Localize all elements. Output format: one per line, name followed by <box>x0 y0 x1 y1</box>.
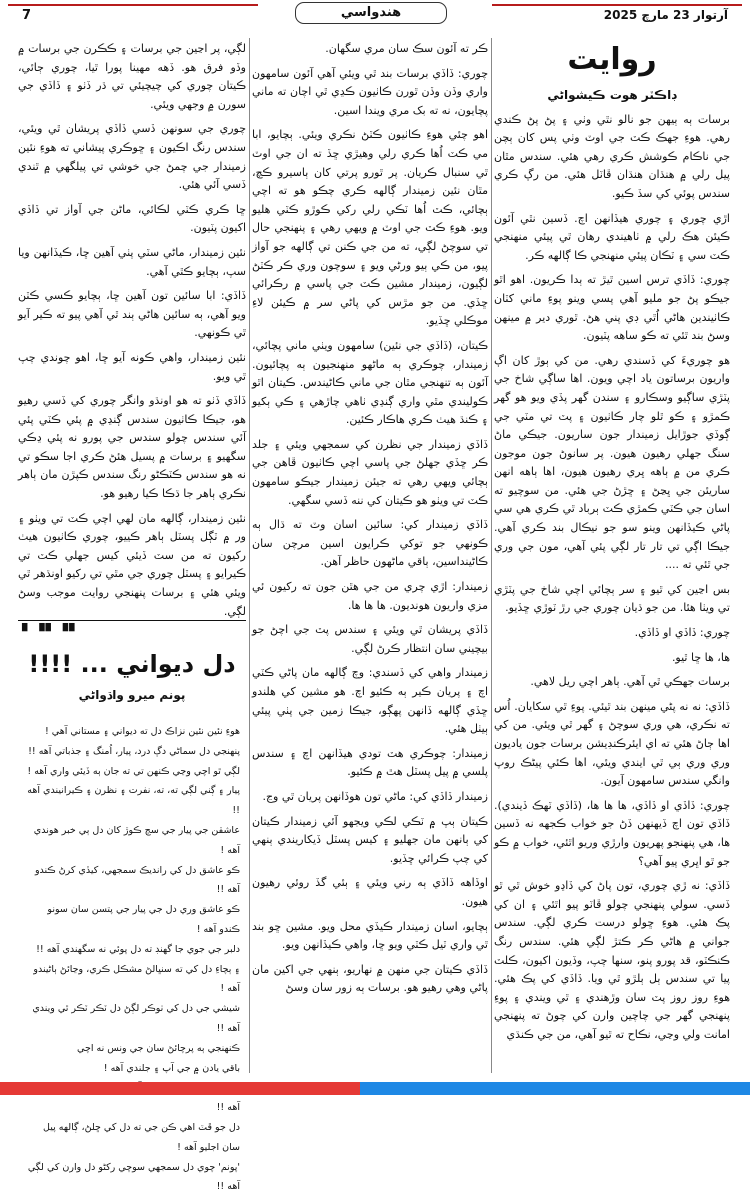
story-paragraph: ڏاڏي: ابا سائين تون آهين ڇا، ٻچايو ڪسي ڪٽن ويو آهي، ٻه سائين هاڻي ٻند ٿي آهي پيو ته ڪير آيو ٿي ڪونهي. <box>18 289 246 340</box>
poem-line: عاشقن جي پيار جي سڄ ڪوڙ کان دل ٻي خبر هوندي آهه ! <box>33 824 240 856</box>
story-paragraph: ڪيتان، (ڏاڏي جي نئين) سامهون ويٺي ماني پچائي، زميندار، چوڪري ٻه ماڻهو منهنجيون ٻه پچائيون. آئون ٻه تنهنجي مٿان جي ماني ڪاڻيندس. ڪيتان اٿو ڪوليندي مٿي واري ڳنڍي ٺاهي چاڙهي ۽ ڪي ٻکيو ۽ ڪنڌ هيٺ ڪري هاڪار ڪئين. <box>252 338 488 427</box>
poem-title: دل ديواني ... !!!! <box>28 650 236 678</box>
story-paragraph: لڳي، پر اڃين جي برسات ۽ ڪڪرن جي برسات ۾ وڏو فرق هو. ڏهه مهينا پورا ٿيا، چوري ڄائي، ڪيتان چوري کي چيچيئي تي ڌر ڏٺو ۽ ڏاڏي جي سورن ۾ وجهي ويئي. <box>18 42 246 111</box>
poem-line: پنهنجي دل سماڻي دڳ درد، پيار، اُمنگ ۽ جذباتي آهه !! <box>28 745 240 757</box>
section-divider-ornament: ▘▝▘▝▘ <box>22 624 81 640</box>
header-rule-left <box>8 4 258 20</box>
story-paragraph: اوڏاهه ڏاڏي ٻه رني ويئي ۽ ٻئي گڏ روئي رهيون هيون. <box>252 876 488 908</box>
story-column-right <box>494 40 730 1070</box>
poem-line: باقي يادن ۾ جي آپ ۽ جلندي آهه ! <box>103 1062 240 1074</box>
story-paragraph: بس اڃين کي ٿيو ۽ سر ٻچائي اچي شاخ جي پٽڙي تي ويٺا هئا. من جو ڌيان چوري جي رڙ ٽوڙي ڇڏيو. <box>494 582 730 615</box>
story-column-left <box>18 40 246 620</box>
story-paragraph: ها، ها ڇا ٿيو. <box>671 650 730 664</box>
story-paragraph: چوري جي سونهن ڏسي ڏاڏي پريشان ٿي ويئي، سندس رنگ اڪيون ۽ ڇوڪري پيشاني ته هوءِ نئين زميندار جي چمڻ جي خوشي تي پيلگهي ۾ ٿندي ڏسي آئي هئي. <box>18 122 246 192</box>
poem-author: پونم ميرو واڌواڻي <box>78 688 186 702</box>
story-title: روايت <box>567 42 657 77</box>
story-paragraph: ڏاڏي: نه نه پڻي مينهن بند ٿيئي. پوءِ ٿي سکايان. اُس ته نڪري، هي وري سوچڻ ۽ گهر ٿي ويئي. من کي اها ڄاڻ هئي ته اي ايئرڪنڊيشن برسات جون ياديون وري وري ٻي ٿي ايندي ويئي، اها ڪئي پيڻڪ روپ وانگي سندس سامهون آيون. <box>494 699 730 788</box>
story-paragraph: نئين زميندار، ماڻي سٽي پٺي آهين ڇا، ڪيڏانهن ويا سپ، ٻچايو ڪٿي آهي. <box>18 245 246 278</box>
story-paragraph: ڏاڏي پريشان ٿي ويئي ۽ سندس پٽ جي اچڻ جو بيچيني سان انتظار ڪرڻ لڳي. <box>252 623 488 655</box>
column-rule <box>491 38 492 1073</box>
story-paragraph: زميندار واهي کي ڏسندي: وچ ڳالهه مان پاڻي ڪٽي اچ ۽ پريان ڪير ٻه ڪئيو اچ. هو مشين کي هلندو ڇڏي ڳالهه ڏانهن پهڳو، جيڪا زمين جي پٺي پيئي ٻيٺل هئي. <box>252 666 488 736</box>
story-paragraph: ڏاڏي زميندار کي: سائين اسان وٽ ته ڌال ٻه ڪونهي جو توکي ڪرايون اسين مرچن سان ڪاڻينداسين، ٻاقي ماڻهون حاظر آهن. <box>252 518 488 569</box>
poem-line: هوءِ نئين نئين نزاڪ دل ته ديواني ۽ مستاني آهي ! <box>44 726 240 737</box>
story-paragraph: چوري: ڏاڏي او ڏاڏي. <box>634 626 730 640</box>
story-paragraph: برسات ٻه ٻيهن جو نالو نٿي وٺي ۽ پڻ پڻ ڪندي رهي. هوءِ جهڪ ڪٽ جي اوٽ وٺي پس کان ٻچن جي ناڪام ڪوشش ڪري رهي هئي. سندس مٿان پيل رلي ۾ هنڌان هنڌان ڦاٽل هئي. من رڳ ڪري سندس پوئي کي سڏ ڪيو. <box>494 112 730 200</box>
story-paragraph: برسات جهڪي ٿي آهي. ٻاهر اچي ريل لاهي. <box>530 675 730 689</box>
poem-line: دل جو ڦٽ اهي ڪن جي ته دل کي ڇلڻ، ڳالهه پيل سان اجليو آهه ! <box>43 1121 240 1153</box>
story-paragraph: ڏاڏي ڪيتان جي منهن ۾ نهاريو، ٻنهي جي اکين مان پاڻي وهي رهيو هو. برسات ٻه زور سان وسڻ <box>252 962 488 995</box>
poem-line: ڪنهنجي ٻه پرچائڻ سان جي ونس نه اچي <box>77 1042 240 1054</box>
poem-line: دلبر جي جوي جا گهنڊ ته دل پوئي نه سگهندي آهه !! <box>36 943 240 955</box>
story-paragraph: چوري: ڏاڏي او ڏاڏي، ها ها ها، (ڏاڏي ٽهڪ ڏيندي). ڏاڏي تون اچ ڏيهنهن ڏڻ جو خواب ڪجهه نه ڏسين ها، هي پنهنجو پهريون وارڙي وريو اٿئي، خواب ۾ ڪو جو ٿو اڀري پيو آهي؟ <box>494 798 730 868</box>
page-header <box>0 0 750 26</box>
poem-line: لڳي ٿو اچي وڃي ڪنهن تي ته جان ٻه ڏيئي واري آهه ! <box>27 765 240 777</box>
story-paragraph: چوري: ڏاڏي ترس اسين ٿيڙ ته ٻدا ڪريون. اهو اٿو جيڪو پڻ جو مليو آهي پسي وينو پوءِ ماني کٽان ڪاٺيندين هاڻي اُٿي ڊي پني هڻ. ٿوري دير ۾ مينهن وسڻ بند ٿئي ته ڪو ساهه پٽيون. <box>494 273 730 343</box>
masthead-logo: هندواسي <box>295 2 447 24</box>
story-paragraph: ڪر ته آئون سڪ سان مري سگهان. <box>325 42 488 55</box>
story-paragraph: زميندار: چوڪري هٽ تودي هيڏانهن اچ ۽ سندس پلسي ۾ پيل پسٽل هٿ ۾ ڪئيو. <box>252 746 488 779</box>
story-column-middle <box>252 40 488 1070</box>
poem-line: ۽ ٻچاءِ دل کي ته سنڀالڻ مشڪل ڪري، وڃائڻ ٻاڻيندو آهه ! <box>33 963 240 995</box>
story-author: ڊاڪٽر هوت ڪيشواڻي <box>547 88 677 102</box>
story-paragraph: زميندار ڏاڏي کي: ماڻي تون هوڏانهن پريان ٿي وڃ. <box>262 789 488 803</box>
story-paragraph: ڏاڏي زميندار جي نظرن کي سمجهي ويئي ۽ جلد ڪر ڇڏي جهلڻ جي پاسي اچي ڪاٺيون ڦاهن جي ٻچائي ويهي رهي ته جيئن زميندار جيڪو سامهون ڪٽ تي ويٺو هو ڪيتان کي ننه ڏسي سگهي. <box>252 437 488 507</box>
dateline: آرتوار 23 مارچ 2025 <box>603 8 728 22</box>
story-paragraph: ڪيتان ٻپ ۾ ٽڪي لڪي ويجهو آئي زميندار ڪيتان کي ٻانهن مان جهليو ۽ کيس پسٽل ڏيکاريندي ٻنهي کي چپ ڪرائي ڇڏيو. <box>252 814 488 865</box>
story-body-right <box>494 111 730 1045</box>
story-paragraph: اڙي چوري ۽ چوري هيڏانهن اچ. ڏسين نٿي آئون ڪيئن هڪ رلي ۾ ٺاهيندي رهان ٿي پيئي منهنجي ڪٽ سي ۽ ٽڪان پيئي منهنجي ڪا ڳالهه ڪر. <box>494 211 730 262</box>
story-paragraph: ٻچايو، اسان زميندار ڪيڏي محل ويو. مشين ڇو بند ٿي واري ٽيل ڪٽي ويو ڇا، واهي ڪيڏانهن ويو. <box>252 919 488 952</box>
page-footer-bar <box>0 1082 750 1095</box>
story-paragraph: ڏاڏي: نه ڙي چوري، تون پاڻ کي ڏاڍو خوش ٿي ٿو ڏسي. سولي پنهنجي چولو ڦاٽو پيو اٿئي ۽ ان کي پڪ هئي. هوءِ ڇولو درست ڪري لڳي. سندس جواني ۾ هاڻي ڪر ڪتڙ لڳي هئي. سندس رنگ ڪنڪٽو، قد پورو پنو، سنها چپ، وڏيون اکيون، ڪلٽ پيا تي سندس ٻل ٻلڙو ٿي ويا. ڏاڏي کي پڪ هئي. هوءِ روز روز پٽ سان وڙهندي ۽ ٿي ويندي ۽ پوءِ پنهنجي گهر جي چاچين وارن کي چوڻ ته پنهنجي امانت ولي وڃي، نڪاح ته ٿيو آهي، من جي ڪنڌي <box>494 879 730 1041</box>
poem-lines <box>24 722 240 1197</box>
poem-line: پيار ۽ ڳني لڳي ته، ته، نفرت ۽ نظرن ۽ ڪيرانيندي آهه !! <box>27 785 240 817</box>
footer-bar-blue <box>360 1082 750 1095</box>
story-paragraph: ڇا ڪري ڪٽي لڪائي، ماڻن جي آواز تي ڏاڏي اکيون پٽيون. <box>18 202 246 235</box>
story-paragraph: اهو چئي هوءِ ڪاٺيون ڪٽڻ نڪري ويئي. ٻچايو، ابا مي ڪٽ اُها ڪري رلي وهيڙي ڇڏ ته ان جي اوٽ ٿي سنبال ڪريان. پر ٿورو پرتي کان ٻاسيرو ڪچ، مٿان نئين زميندار ڳالهه ڪري چڪو هو ته اچي ٻچائي، ڪٽ اُها ٽڪي رلي رکي ڪوڙو ڪٽي هليو ويو. هوءِ ڪٽ جي اوٽ ۾ ويهي رهي ۽ پنهنجي حال تي سوچڻ لڳي، ته من جي ڪنن تي ڳالهه جو آواز پيو، من ڪي ٻيو ورڻي ويو ۽ سوچون وري ڪر ڪٽڻ لڳيون، زميندار مشين ڪٽ جي پاسي ۾ رڪرائي ڇڏي. من جو مڙس کي پاڻي سر ۾ ڪيئن لاءِ موڪلي ڇڏيو. <box>252 128 488 328</box>
page-number: 7 <box>22 8 32 23</box>
poem-line: 'پونم' چوي دل سمجهي سوچي رکڻو دل وارن کي لڳي آهه !! <box>27 1161 240 1193</box>
poem-line: ڪو عاشق وري دل جي پيار جي پتسن سان سونو ڪندو آهه ! <box>47 904 240 935</box>
story-paragraph: چوري: ڏاڏي برسات بند ٿي ويئي آهي آئون سامهون واري وڏن وڏن ٿورن ڪاٺيون ڪڍي ٿي اچان ته ماني پچايون، نه ته بک مري ويندا اسين. <box>252 66 488 117</box>
poem-line: شيشي جي دل کي ٺوڪر لڳڻ دل ٽڪر ٽڪر ٿي ويندي آهه !! <box>32 1003 240 1034</box>
story-paragraph: نئين زميندار، واهي ڪونه آيو ڇا، اهو چوندي چپ ٿي ويو. <box>18 350 246 383</box>
story-body-left <box>18 40 246 621</box>
column-rule <box>249 38 250 1073</box>
story-paragraph: هو چوريءَ کي ڏسندي رهي. من کي ٻوڙ کان اڳ واريون برساتون ياد اچي ويون. اها ساڳي شاخ جي پٽڙي ساڳيو وسڪارو ۽ سندن گهر پڏي ويو هو گهر ڪمڙو ۽ ڪو ٿلو چار ڪاٺيون ۽ پٽ تي مٽي جي ڳوڏي جوڙايل زميندار جون ساريون. جيڪي ماڻ سنگ جهلي رهيون هيون. پر سانوڻ جون موجون ڪري من ۾ ٻاهه ڀري رهيون هيون، اها ٻاهه انهن ساريئن جي ڀڃڻ ۽ ڇڙڻ جي هئي. من سوچيو ته اسان جي ڪٽي ڪمڙي ڪٽ ٻرباد ٿي ڪري هي سي پاڻي ڪيڏانهن وينو سو جو نيڪال بند ڪري آهي. جيڪا اڳي تي تار تار لڳي پئي آهي، مون جي وري جي ٿئي ته .... <box>494 353 730 572</box>
story-body-middle <box>252 40 488 998</box>
poem-line: آهه !! <box>216 1102 240 1114</box>
footer-bar-red <box>0 1082 360 1095</box>
poem-line: ڪو عاشق دل کي رانديڪ سمجهي، کيڏي کرڻ ڪندو آهه !! <box>34 864 240 896</box>
story-paragraph: ڏاڏي ڏٺو ته هو اونڌو وانگر چوري کي ڏسي رهيو هو، جيڪا ڪاٺيون سندس ڳنڍي ۾ پئي ڪٽي پئي آئي سندس چولو سندس جي پورو نه پئي ڍڪي سگهيو ۽ برسات ۾ پسيل هئڻ ڪري اجا سڪو تي نه هو سندس ڪٽڪڻو رنگ سندس ڪپڙن مان ٻاهر نڪري ٻاهر جا ڌڪا ڪيا رهيو هو. <box>18 394 246 501</box>
story-paragraph: نئين زميندار، ڳالهه مان لهي اچي ڪٽ تي ويٺو ۽ ور ۾ ٽڳل پسٽل ٻاهر ڪييو، چوري ڪاٺيون هيٺ رکيون ته من سٽ ڏيئي کيس جهلي ڪٽ تي ڪيرايو ۽ پسٽل چوري جي مٿي تي رکيو اونڌهر ٿي ويئي هئي ۽ برسات پنهنجي روايت موجب وسڻ لڳي. <box>18 511 246 618</box>
story-paragraph: زميندار: اڙي چري من جي هٿن جون ته رکيون ئي مزي واريون هونديون. ها ها ها. <box>252 580 488 612</box>
